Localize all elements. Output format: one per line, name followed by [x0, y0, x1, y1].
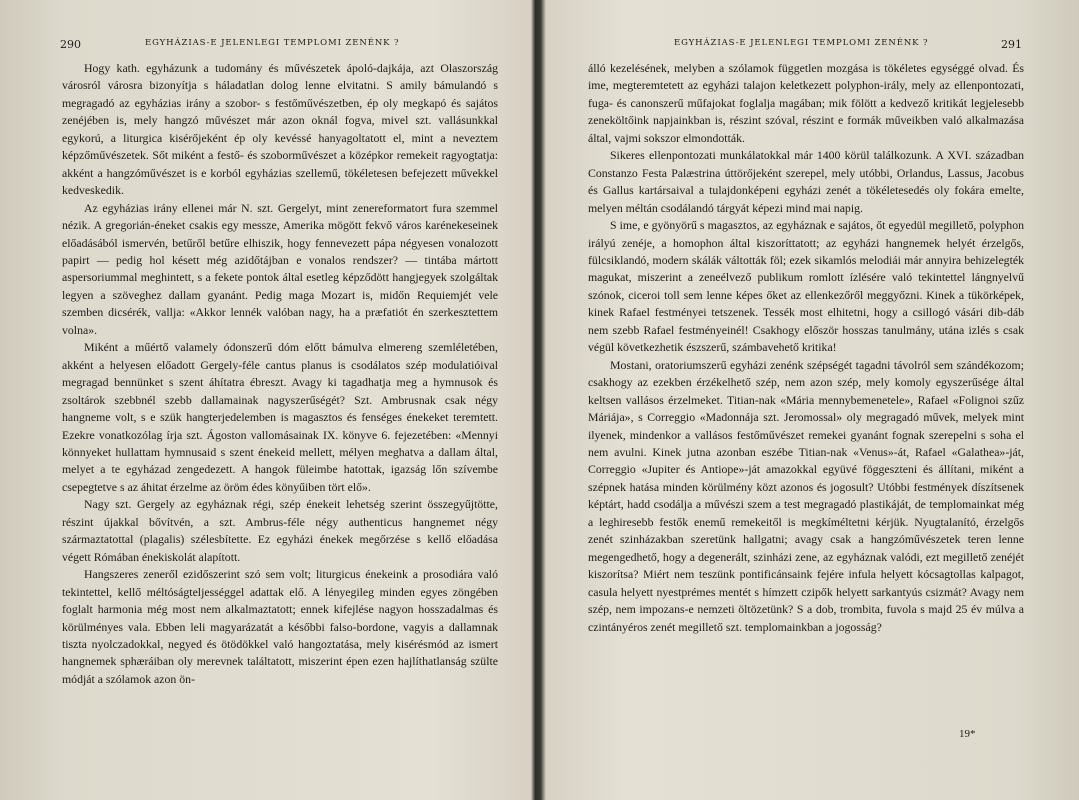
left-body-text: [62, 60, 498, 688]
left-paragraph-3: Miként a műértő valamely ódonszerű dóm előtt bámulva elmereng szemléletében, akként a helyesen előadott Gergely-féle cantus planus is csodálatos szép modulatióival megragad bennünket s szent áhítatra ébreszt. Avagy ki tagadhatja meg a hymnusok és zsoltárok szebbnél szebb dallamainak nagyszerűségét? Szt. Ambrusnak csak négy hangneme volt, s e szük hangterjedelemben is magasztos és fenséges énekeket teremtett. Ezekre vonatkozólag írja szt. Ágoston vallomásainak IX. könyve 6. fejezetében: «Mennyi könnyeket hullattam hymnusaid s szent énekeid mellett, mélyen meghatva a dallam által, melyet a te egyházad zengedezett. A hangok füleimbe hatottak, igazság lőn szívembe csepegtetve s az áhitat érzelme az öröm édes könyűiben tört elő».: [62, 340, 498, 494]
right-running-title: EGYHÁZIAS-E JELENLEGI TEMPLOMI ZENÉNK ?: [674, 38, 929, 48]
right-paragraph-3: S ime, e gyönyörű s magasztos, az egyháznak e sajátos, őt egyedül megillető, polyphon irályú zenéje, a homophon által kiszoríttatott; az egyházi hangnemek helyét érzelgős, fülcsiklandó, modern skálák váltották föl; ezek sikamlós melodiái már annyira behizelegték magukat, miszerint a zeneélvező publikum romlott ízlésére való tekintettel lángnyelvű szónok, ciceroi toll sem lenne képes őket az ellenkezőről meggyőzni. Kinek a tükörképek, kinek Rafael festményei tetszenek. Tessék most elhitetni, hogy a csillogó vásári dib-dáb nem szebb Rafael festményeinél! Csakhogy először hosszas tanulmány, utána izlés s csak végül következhetik észszerű, számbavehető kritika!: [588, 218, 1024, 355]
left-running-title: EGYHÁZIAS-E JELENLEGI TEMPLOMI ZENÉNK ?: [145, 38, 400, 48]
right-paragraph-2: Sikeres ellenpontozati munkálatokkal már 1400 körül találkozunk. A XVI. században Constanzo Festa Palæstrina úttörőjeként szerepel, mely utóbbi, Orlandus, Lassus, Jacobus és Gallus kartársaival a tulajdonképeni egyházi zenét a tökéletesedés oly fokára emelte, melyen méltán csodálandó tárgyát képezi mind mai napig.: [588, 148, 1024, 215]
right-page: [544, 0, 1079, 800]
left-paragraph-4: Nagy szt. Gergely az egyháznak régi, szép énekeit lehetség szerint összegyűjtötte, részint újakkal bővítvén, a szt. Ambrus-féle négy authenticus hangnemet négy származtatottal (plagalis) szélesbítette. Ez egyházi énekek megőrzése s kellő előadása végett Rómában énekiskolát alapított.: [62, 497, 498, 564]
right-running-head: [544, 36, 1079, 52]
left-paragraph-5: Hangszeres zeneről ezidőszerint szó sem volt; liturgicus énekeink a prosodiára való tekintettel, kellő méltóságteljességgel adattak elő. A lényegileg minden egyes zöngében foglalt harmonia még most nem alkalmaztatott; ennek kifejlése nagyon hosszadalmas és körülményes vala. Ebben leli magyarázatát a későbbi falso-bordone, vagyis a dallamnak tiszta nyolczadokkal, negyed és ötödökkel való hangoztatása, mely kisérésmód az ismert hangnemek sphæráiban oly merevnek találtatott, miszerint épen ezen hajlíthatlanság szülte módját a szólamok azon ön-: [62, 567, 498, 686]
left-running-head: [0, 36, 535, 52]
right-page-number: 291: [1001, 38, 1022, 51]
signature-mark: 19*: [959, 728, 976, 740]
right-paragraph-1: álló kezelésének, melyben a szólamok független mozgása is tökéletes egységgé olvad. És ime, megteremtetett az egyházi talajon keletkezett polyphon-irály, mely az ellenpontozati, fuga- és canonszerű műfajokat foglalja magában; mik fölött a kedvező kritikát legjelesebb zeneköltőink napjainkban is, részint szóval, részint e formák műveikben való alkalmazása által, vajmi sokszor elmondották.: [588, 61, 1024, 145]
right-body-text: [588, 60, 1024, 636]
right-paragraph-4: Mostani, oratoriumszerű egyházi zenénk szépségét tagadni távolról sem szándékozom; csakhogy az ezekben érzékelhető szép, nem azon szép, mely komoly egyszerűsége által keltsen vallásos érzelmeket. Titian-nak «Mária mennybemenetele», Rafael «Folignoi szűz Máriája», s Correggio «Madonnája szt. Jeromossal» oly megragadó művek, melyek mint ilyenek, mindenkor a vallásos festőművészet remekei gyanánt fognak szerepelni s soha el nem avulni. Kinek jutna azonban eszébe Titian-nak «Venus»-át, Rafael «Galathea»-ját, Correggio «Jupiter és Antiope»-ját amazokkal együvé föggeszteni és állítani, miként a szépnek hatása minden körülmény közt azonos és jogosult? Utóbbi festmények díszítsenek képtárt, hadd csodálja a művészi szem a test megragadó plastikáját, de templomainkat még a leghiresebb festők enemű remekeitől is megkíméltetni kérjük. Nyugtalanító, érzelgős zenét szinházakban szeretünk hallgatni; avagy csak a hangzóművészetek teren lenne megengedhető, hogy a degenerált, szinházi zene, az egyháznak valódi, ezt megillető zenéjét kiszorítsa? Miért nem teszünk pontificánsaink fejére infula helyett kócsagtollas kalpagot, casula helyett nyestprémes mentét s hímzett czipők helyett sarkantyús csizmát? Avagy nem szép, nem impozans-e nemzeti öltözetünk? S a dob, trombita, fuvola s majd 25 év múlva a czintányéros zenét megillető szt. templomainkban a jogosság?: [588, 357, 1024, 634]
left-page-number: 290: [60, 38, 81, 51]
left-paragraph-1: Hogy kath. egyházunk a tudomány és művészetek ápoló-dajkája, azt Olaszország városról városra bizonyítja s háladatlan dolog lenne elvitatni. S amily bámulandó s megragadó az egyházias irány a szobor- s festőművészetben, ép oly megkapó és sajátos zenéjében is, mely hangzó művészet már azon oknál fogva, mivel szt. vallásunkkal egykorú, a liturgica kisérőjeként ép oly kevéssé hanyagoltatott el, mint a neveztem képzőművészetek. Sőt miként a festő- és szoborművészet a középkor remekeit ragyogtatja: akként a hangzóművészet is e korból egyházias szellemű, tökéletesen befejezett művekkel kedveskedik.: [62, 61, 498, 198]
left-page: [0, 0, 535, 800]
left-paragraph-2: Az egyházias irány ellenei már N. szt. Gergelyt, mint zenereformatort fura szemmel nézik. A gregorián-éneket csakis egy messze, Amerika mögött fekvő város karénekeseinek előadásából ismervén, betűről betűre elhiszik, hogy fennevezett pápa négyesen vonalozott papirt — pedig hol késett még azidőtájban e vonalos rendszer? — tintába mártott aspersoriummal meghintett, s a fekete pontok által esetleg képződött hangjegyek szolgáltak legyen a szöveghez dallam gyanánt. Pedig maga Mozart is, midőn Requiemjét vele szemben dicsérék, vallja: «Akkor lennék valóban nagy, ha a præfatiót én szerkesztettem volna».: [62, 200, 498, 337]
